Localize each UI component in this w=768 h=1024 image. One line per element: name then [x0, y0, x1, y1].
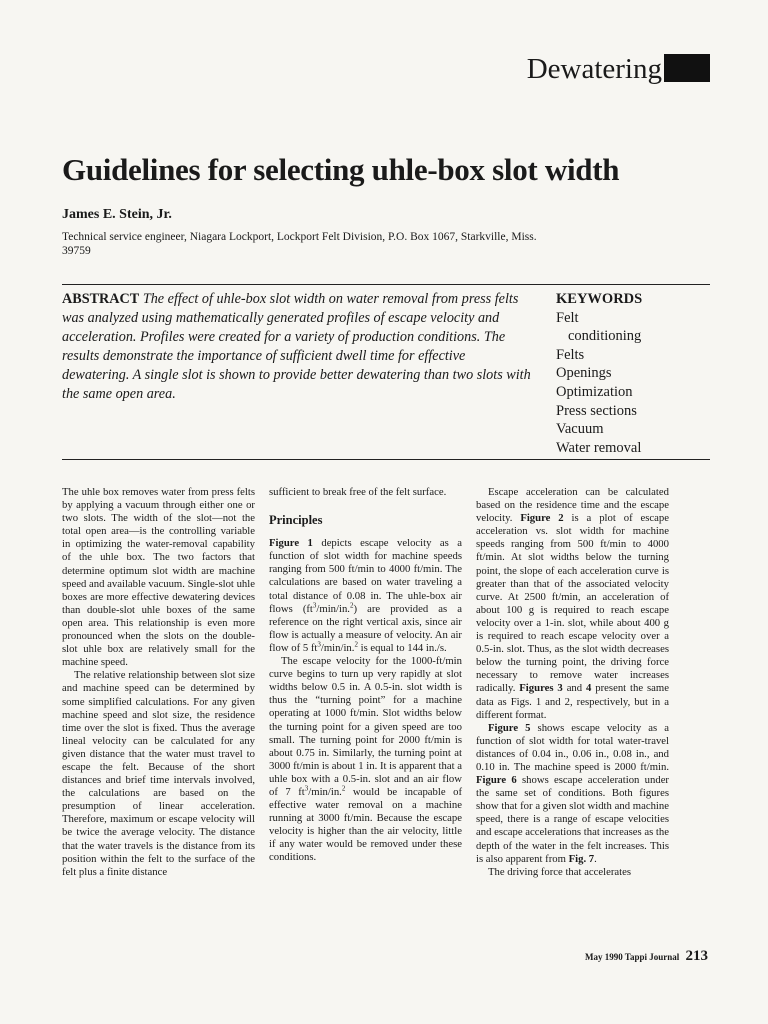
- body-column-1: [62, 486, 255, 879]
- figure-reference: Fig. 7: [568, 852, 595, 865]
- body-paragraph: Figure 1 depicts escape velocity as a function of slot width for machine speeds ranging from 500 ft/min to 4000 ft/min. The calculations are based on water traveling a total distance of 0.08 in. The uhle-box air flows $(ft^3/\min/in.^2)$ are provided as a reference on the right vertical axis, since air flow is actually a measure of velocity. An air flow of 5 $ft^3/\min/in.^2$ is equal to 144 in./s.: [269, 537, 462, 654]
- page-footer: [585, 948, 708, 965]
- section-header: [527, 54, 710, 84]
- body-paragraph: The uhle box removes water from press felts by applying a vacuum through either one or two slots. The width of the slot—not the total open area—is the controlling variable in optimizing the water-removal capability of the uhle box. The two factors that determine optimum slot width are machine speed and available vacuum. Single-slot uhle boxes are more effective dewatering devices than double-slot uhle boxes of the same open area. This relationship is even more pronounced when the slots on the double-slot uhle box are relatively small for the machine speed.: [62, 486, 255, 669]
- keyword-item: Optimization: [556, 383, 633, 400]
- figure-reference: 4: [586, 682, 592, 695]
- body-paragraph: The relative relationship between slot size and machine speed can be determined by some simplified calculations. For any given machine speed and slot size, the residence time over the slot is fixed. Thus the average lineal velocity can be calculated for any given distance that the water must travel to escape the felt. Because of the short distances and brief time intervals involved, the calculations are based on the presumption of linear acceleration. Therefore, maximum or escape velocity will be twice the average velocity. The distance that the water travels is the distance from its position within the felt to the surface of the felt plus a finite distance: [62, 669, 255, 878]
- keyword-item: Vacuum: [556, 421, 604, 438]
- abstract-top-rule: [62, 284, 710, 285]
- body-paragraph: sufficient to break free of the felt surface.: [269, 486, 447, 498]
- section-heading: Principles: [269, 513, 323, 528]
- abstract-text: The effect of uhle-box slot width on water removal from press felts was analyzed using mathematically generated profiles of escape velocity and acceleration. Profiles were created for a variety of production conditions. The results demonstrate the importance of sufficient dwell time for effective dewatering. A single slot is shown to provide better dewatering than two slots with the same open area.: [62, 291, 531, 402]
- article-title: Guidelines for selecting uhle-box slot width: [62, 152, 620, 187]
- figure-reference: Figure 1: [269, 537, 313, 550]
- figure-reference: Figure 2: [520, 512, 564, 525]
- author-affiliation: Technical service engineer, Niagara Lockport, Lockport Felt Division, P.O. Box 1067, Starkville, Miss. 39759: [62, 231, 537, 257]
- section-marker-block: [664, 54, 710, 82]
- body-paragraph: Escape acceleration can be calculated based on the residence time and the escape velocity. Figure 2 is a plot of escape acceleration vs. slot width for machine speeds ranging from 500 ft/min to 4000 ft/min. At slot widths below the turning point, the slope of each acceleration curve is greater than that of the associated velocity curve. At 2500 ft/min, an acceleration of about 100 g is required to reach escape velocity over a 1-in. slot, while about 400 g is required to reach escape velocity over a 0.5-in. slot. Thus, as the slot width decreases below the turning point, the driving force necessary to remove water increases radically. Figures 3 and 4 present the same data as Figs. 1 and 2, respectively, but in a different format.: [476, 486, 669, 721]
- abstract-bottom-rule: [62, 459, 710, 460]
- abstract-label: ABSTRACT: [62, 291, 140, 307]
- abstract: [62, 290, 534, 404]
- keyword-item: conditioning: [568, 328, 642, 345]
- figure-reference: Figures 3: [519, 682, 563, 695]
- keyword-item: Water removal: [556, 439, 642, 456]
- body-paragraph: Figure 5 shows escape velocity as a function of slot width for total water-travel distances of 0.04 in., 0.06 in., 0.08 in., and 0.10 in. The machine speed is 2000 ft/min. Figure 6 shows escape acceleration under the same set of conditions. Both figures show that for a given slot width and machine speed, there is a range of escape velocities and escape accelerations that increases as the depth of the water in the felt increases. This is also apparent from Fig. 7.: [476, 721, 669, 865]
- body-column-3: [476, 486, 669, 879]
- keywords: [556, 290, 706, 457]
- keyword-item: Felts: [556, 346, 585, 363]
- body-column-2: [269, 486, 462, 865]
- section-name: Dewatering: [526, 53, 662, 85]
- figure-reference: Figure 5: [488, 721, 531, 734]
- figure-reference: Figure 6: [476, 774, 517, 787]
- keywords-label: KEYWORDS: [556, 291, 643, 307]
- keyword-item: Felt: [556, 309, 579, 326]
- body-paragraph: The driving force that accelerates: [488, 865, 632, 878]
- body-paragraph: The escape velocity for the 1000-ft/min curve begins to turn up very rapidly at slot widths below 0.5 in. A 0.5-in. slot width is thus the “turning point” for a machine operating at 1000 ft/min. Slot widths below the turning point for a given speed are too small. The turning point for 2000 ft/min is about 0.75 in. Similarly, the turning point at 3000 ft/min is about 1 in. It is apparent that a uhle box with a 0.5-in. slot and an air flow of 7 $ft^3/\min/in.^2$ would be incapable of effective water removal on a machine running at 3000 ft/min. Because the escape velocity is higher than the air velocity, little if any water would be removed under these conditions.: [269, 655, 462, 864]
- keyword-item: Press sections: [556, 402, 637, 419]
- author-name: James E. Stein, Jr.: [62, 207, 172, 222]
- page-number: 213: [685, 948, 708, 964]
- keyword-item: Openings: [556, 365, 612, 382]
- journal-citation: May 1990 Tappi Journal: [584, 952, 680, 962]
